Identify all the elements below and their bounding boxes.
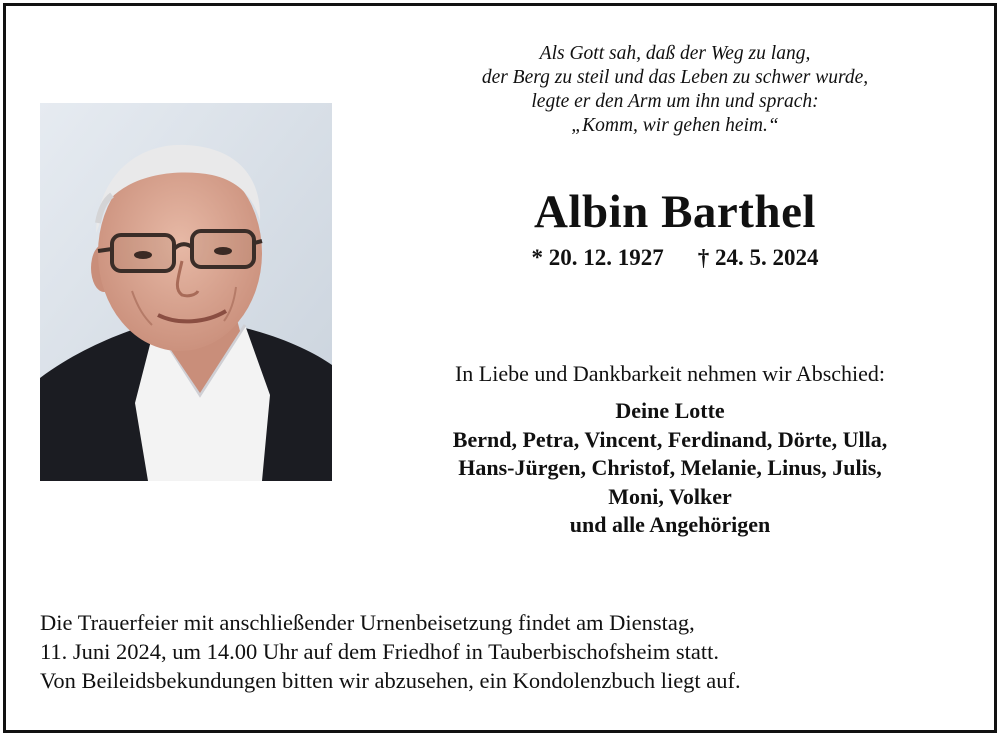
mourners-line: und alle Angehörigen bbox=[569, 512, 771, 537]
portrait-illustration bbox=[40, 103, 332, 481]
mourners-list bbox=[400, 397, 940, 540]
life-dates bbox=[440, 243, 910, 273]
notice-line: Von Beileidsbekundungen bitten wir abzusehen, ein Kondolenzbuch liegt auf. bbox=[40, 668, 741, 693]
verse-line: der Berg zu steil und das Leben zu schwer wurde, bbox=[481, 67, 869, 88]
verse bbox=[440, 42, 910, 138]
notice-line: 11. Juni 2024, um 14.00 Uhr auf dem Friedhof in Tauberbischofsheim statt. bbox=[40, 639, 719, 664]
mourners-line: Hans-Jürgen, Christof, Melanie, Linus, Julis, bbox=[458, 455, 882, 480]
mourners-line: Moni, Volker bbox=[608, 483, 732, 509]
farewell-intro: In Liebe und Dankbarkeit nehmen wir Abschied: bbox=[454, 361, 886, 386]
mourners-line: Deine Lotte bbox=[615, 398, 725, 423]
mourners-line: Bernd, Petra, Vincent, Ferdinand, Dörte, Ulla, bbox=[452, 426, 888, 452]
verse-line: „Komm, wir gehen heim.“ bbox=[571, 115, 779, 136]
funeral-notice bbox=[40, 608, 940, 695]
verse-line: legte er den Arm um ihn und sprach: bbox=[531, 91, 819, 112]
portrait-photo bbox=[40, 103, 332, 481]
birth-date: * 20. 12. 1927 bbox=[531, 245, 664, 270]
verse-line: Als Gott sah, daß der Weg zu lang, bbox=[539, 43, 811, 64]
notice-line: Die Trauerfeier mit anschließender Urnenbeisetzung findet am Dienstag, bbox=[40, 610, 695, 635]
deceased-name: Albin Barthel bbox=[533, 186, 816, 238]
death-date: † 24. 5. 2024 bbox=[697, 245, 819, 270]
